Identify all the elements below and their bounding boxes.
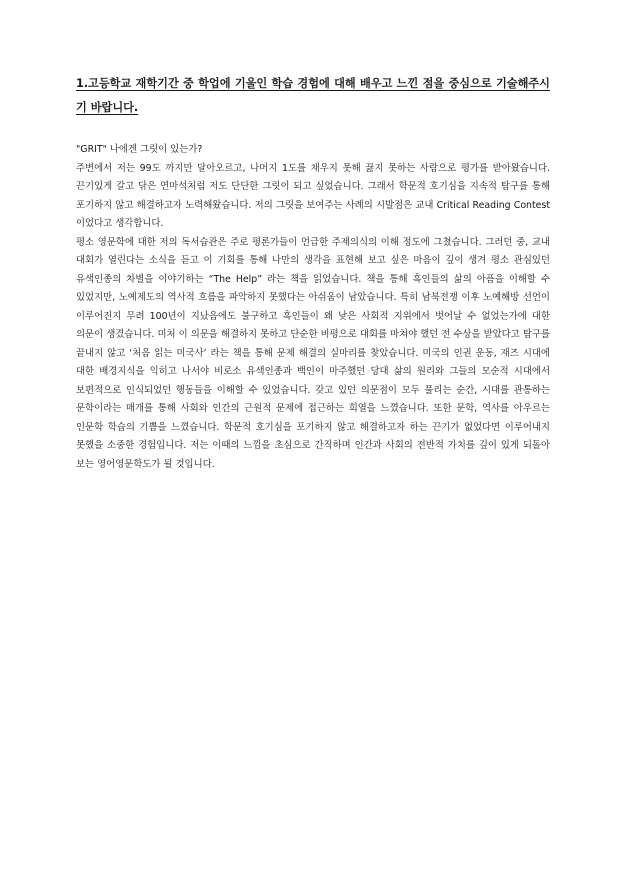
essay-page [76, 72, 550, 474]
question-title: 1.고등학교 재학기간 중 학업에 기울인 학습 경험에 대해 배우고 느낀 점을 중심으로 기술해주시기 바랍니다. [76, 77, 550, 114]
essay-subtitle: "GRIT" 나에겐 그릿이 있는가? [76, 144, 203, 155]
essay-paragraph-1: 주변에서 저는 99도 까지만 달아오르고, 나머지 1도를 채우지 못해 끓지 못하는 사람으로 평가를 받아왔습니다. 끈기있게 갈고 닦은 연마석처럼 저도 단단한 그릿이 되고 싶었습니다. 그래서 학문적 호기심을 지속적 탐구를 통해 포기하지 않고 해결하고자 노력해왔습니다. 저의 그릿을 보여주는 사례의 시발점은 교내 Critical Reading Contest 이었다고 생각합니다. [76, 162, 550, 229]
essay-paragraph-2: 평소 영문학에 대한 저의 독서습관은 주로 평론가들이 언급한 주제의식의 이해 정도에 그쳤습니다. 그러던 중, 교내 대회가 열린다는 소식을 듣고 이 기회를 통해 나만의 생각을 표현해 보고 싶은 마음이 깊이 생겨 평소 관심있던 유색인종의 차별을 이야기하는 “The Help” 라는 책을 읽었습니다. 책을 통해 흑인들의 삶의 아픔을 이해할 수 있었지만, 노예제도의 역사적 흐름을 파악하지 못했다는 아쉬움이 남았습니다. 특히 남북전쟁 이후 노예해방 선언이 이루어진지 무려 100년이 지났음에도 불구하고 흑인들이 왜 낮은 사회적 지위에서 벗어날 수 없었는가에 대한 의문이 생겼습니다. 미처 이 의문을 해결하지 못하고 단순한 비평으로 대회를 마쳐야 했던 전 수상을 받았다고 탐구를 끝내지 않고 ‘처음 읽는 미국사’ 라는 책을 통해 문제 해결의 실마리를 찾았습니다. 미국의 인권 운동, 재즈 시대에 대한 배경지식을 익히고 나서야 비로소 유색인종과 백인이 마주했던 당대 삶의 원리와 그들의 모순적 시대에서 보편적으로 인식되었던 행동들을 이해할 수 있었습니다. 갖고 있던 의문점이 모두 풀리는 순간, 시대를 관통하는 문학이라는 매개를 통해 사회와 인간의 근원적 문제에 접근하는 희열을 느꼈습니다. 또한 문학, 역사를 아우르는 인문학 학습의 기쁨을 느꼈습니다. 학문적 호기심을 포기하지 않고 해결하고자 하는 끈기가 없었다면 이루어내지 못했을 소중한 경험입니다. 저는 이때의 느낌을 초심으로 간직하며 인간과 사회의 전반적 가치를 깊이 있게 되돌아 보는 영어영문학도가 될 것입니다. [76, 236, 550, 470]
